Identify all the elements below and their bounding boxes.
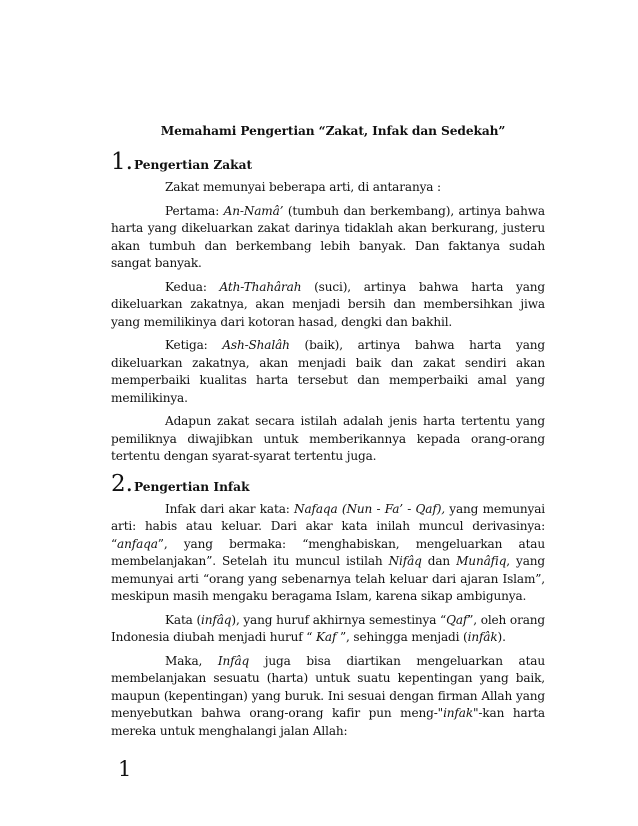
arabic-term: infâk bbox=[467, 630, 498, 644]
section-heading-infak bbox=[111, 472, 545, 496]
paragraph: Kata (infâq), yang huruf akhirnya semestinya “Qaf”, oleh orang Indonesia diubah menjadi huruf “ Kaf ”, sehingga menjadi (infâk). bbox=[111, 612, 545, 644]
arabic-term: infâq bbox=[201, 612, 232, 627]
section-heading-zakat bbox=[111, 150, 545, 174]
paragraph: Zakat memunyai beberapa arti, di antaranya : bbox=[165, 180, 441, 194]
section-title: Pengertian Infak bbox=[133, 479, 250, 494]
paragraph: Maka, Infâq juga bisa diartikan mengeluarkan atau membelanjakan sesuatu (harta) untuk suatu kepentingan yang baik, maupun (kepentingan) yang buruk. Ini sesuai dengan firman Allah yang menyebutkan bahwa orang-orang kafir pun meng-"infak"-kan harta mereka untuk menghalangi jalan Allah: bbox=[111, 653, 545, 738]
section-number: 1. bbox=[111, 149, 133, 175]
arabic-term: Nifâq bbox=[388, 554, 422, 568]
arabic-term: anfaqa bbox=[117, 536, 158, 551]
document-title: Memahami Pengertian “Zakat, Infak dan Sedekah” bbox=[160, 124, 506, 138]
paragraph: Ketiga: Ash-Shalâh (baik), artinya bahwa harta yang dikeluarkan zakatnya, akan menjadi baik dan zakat sendiri akan memperbaiki kualitas harta tersebut dan memperbaiki amal yang memilikinya. bbox=[111, 338, 545, 405]
section-title: Pengertian Zakat bbox=[133, 158, 253, 172]
arabic-term: Kaf bbox=[316, 630, 337, 644]
section-number: 2. bbox=[111, 470, 133, 497]
paragraph: Kedua: Ath-Thahârah (suci), artinya bahwa harta yang dikeluarkan zakatnya, akan menjadi bersih dan membersihkan jiwa yang memilikinya dari kotoran hasad, dengki dan bakhil. bbox=[111, 279, 545, 329]
paragraph: Pertama: An-Namâ’ (tumbuh dan berkembang), artinya bahwa harta yang dikeluarkan zakat darinya tidaklah akan berkurang, justeru akan tumbuh dan berkembang lebih banyak. Dan faktanya sudah sangat banyak. bbox=[111, 203, 545, 270]
arabic-term: Ash-Shalâh bbox=[222, 338, 290, 352]
arabic-term: An-Namâ’ bbox=[223, 203, 284, 218]
document-page bbox=[111, 124, 545, 746]
arabic-term: Ath-Thahârah bbox=[219, 279, 302, 294]
arabic-term: Infâq bbox=[217, 653, 250, 668]
arabic-term: infak bbox=[443, 706, 473, 720]
arabic-term: Qaf bbox=[446, 612, 468, 627]
arabic-term: Munâfiq bbox=[456, 554, 507, 568]
paragraph: Adapun zakat secara istilah adalah jenis harta tertentu yang pemiliknya diwajibkan untuk memberikannya kepada orang-orang tertentu dengan syarat-syarat tertentu juga. bbox=[111, 414, 545, 463]
page-number: 1 bbox=[118, 757, 132, 781]
arabic-term: Nafaqa (Nun - Fa’ - Qaf), bbox=[294, 501, 445, 516]
paragraph: Infak dari akar kata: Nafaqa (Nun - Fa’ - Qaf), yang memunyai arti: habis atau keluar. Dari akar kata inilah muncul derivasinya: “anfaqa”, yang bermaka: “menghabiskan, mengeluarkan atau membelanjakan”. Setelah itu muncul istilah Nifâq dan Munâfiq, yang memunyai arti “orang yang sebenarnya telah keluar dari ajaran Islam”, meskipun masih mengaku beragama Islam, karena sikap ambigunya. bbox=[111, 501, 545, 603]
